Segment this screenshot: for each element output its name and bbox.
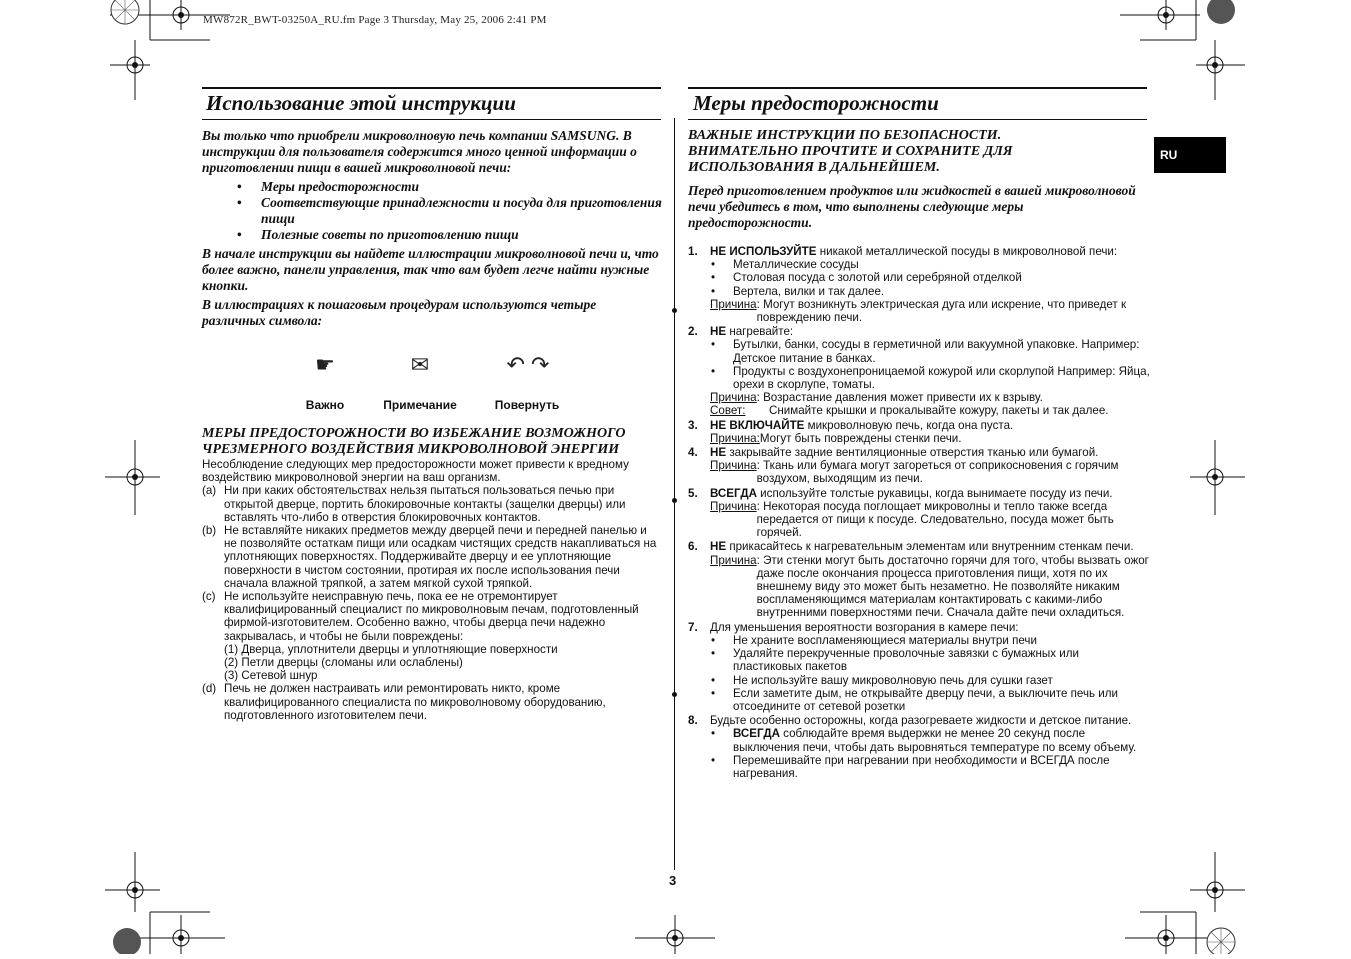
left-intro xyxy=(202,128,662,332)
list-item: 7. Для уменьшения вероятности возгорания в камере печи: xyxy=(688,620,1019,634)
bullet-item: • Удаляйте перекрученные проволочные завязки с бумажных или пластиковых пакетов xyxy=(688,647,1150,673)
list-item xyxy=(202,524,662,590)
right-title-rule-top xyxy=(688,87,1147,89)
bullet-item: • Если заметите дым, не открывайте дверцу печи, а выключите печь или отсоедините от сетевой розетки xyxy=(688,687,1150,713)
bullet-item: • Перемешивайте при нагревании при необходимости и ВСЕГДА после нагревания. xyxy=(688,754,1150,780)
left-title: Использование этой инструкции xyxy=(206,91,516,115)
bullet-item: • Металлические сосуды xyxy=(688,258,1150,271)
list-item: 3. НЕ ВКЛЮЧАЙТЕ микроволновую печь, когда она пуста. xyxy=(688,418,1014,432)
list-item xyxy=(202,590,662,643)
list-item: 5. ВСЕГДА используйте толстые рукавицы, когда вынимаете посуду из печи. xyxy=(688,486,1113,500)
list-item xyxy=(202,484,662,524)
warning-title: МЕРЫ ПРЕДОСТОРОЖНОСТИ ВО ИЗБЕЖАНИЕ ВОЗМОЖНОГО ЧРЕЗМЕРНОГО ВОЗДЕЙСТВИЯ МИКРОВОЛНОВОЙ ЭНЕРГИИ xyxy=(202,426,626,457)
left-title-rule-top xyxy=(202,87,661,89)
right-title: Меры предосторожности xyxy=(693,91,939,115)
list-item: 6. НЕ прикасайтесь к нагревательным элементам или внутренним стенкам печи. xyxy=(688,540,1134,554)
list-item: 4. НЕ закрывайте задние вентиляционные отверстия тканью или бумагой. xyxy=(688,446,1099,460)
file-header: MW872R_BWT-03250A_RU.fm Page 3 Thursday, May 25, 2006 2:41 PM xyxy=(203,14,547,26)
rotate-label: Повернуть xyxy=(494,398,560,412)
illustrations-paragraph: В начале инструкции вы найдете иллюстрации микроволновой печи и, что более важно, панели управления, так что вам будет легче найти нужные кнопки. xyxy=(202,246,659,293)
rotate-arrows-icon: ↶ ↷ xyxy=(506,352,550,377)
margin-dot xyxy=(672,498,677,503)
column-divider xyxy=(674,118,675,870)
note-label: Примечание xyxy=(383,398,457,412)
item-text: Ни при каких обстоятельствах нельзя пытаться пользоваться печью при открытой дверце, портить блокировочные контакты (защелки дверцы) или вставлять что-либо в отверстия блокировочных контактов. xyxy=(224,484,626,524)
item-label: (d) xyxy=(202,682,217,696)
important-instructions: ВАЖНЫЕ ИНСТРУКЦИИ ПО БЕЗОПАСНОСТИ. ВНИМАТЕЛЬНО ПРОЧТИТЕ И СОХРАНИТЕ ДЛЯ ИСПОЛЬЗОВАНИЯ В ДАЛЬНЕЙШЕМ. xyxy=(688,128,1013,175)
margin-dot xyxy=(672,692,677,697)
warning-section xyxy=(202,458,662,722)
warning-intro: Несоблюдение следующих мер предосторожности может привести к вредному воздействию микроволновой энергии на ваш организм. xyxy=(202,458,629,485)
intro-list xyxy=(202,179,662,243)
bullet-item: • Столовая посуда с золотой или серебряной отделкой xyxy=(688,271,1150,284)
reason-line: Причина : Эти стенки могут быть достаточно горячи для того, чтобы вызвать ожог даже после окончания процесса приготовления пищи, хотя по их внешнему виду это может быть незаметно. Не позволяйте никаким воспламеняющимся материалам контактировать с какими-либо внутренними поверхностями печи. Сначала дайте печи охладиться. xyxy=(710,553,1149,620)
list-item: 8. Будьте особенно осторожны, когда разогреваете жидкости и детское питание. xyxy=(688,714,1132,728)
item-label: (a) xyxy=(202,484,217,498)
page-number: 3 xyxy=(669,873,677,888)
bullet-item: • Не используйте вашу микроволновую печь для сушки газет xyxy=(688,674,1150,687)
reason-line: Причина : Возрастание давления может привести их к взрыву. xyxy=(710,391,1043,405)
reason-line: Причина : Ткань или бумага могут загореться от соприкосновения с горячим воздухом, выходящим из печи. xyxy=(710,459,1119,486)
sub-item: (2) Петли дверцы (сломаны или ослаблены) xyxy=(224,656,463,670)
list-item: • Соответствующие принадлежности и посуда для приготовления пищи xyxy=(202,195,662,227)
note-envelope-icon: ✉ xyxy=(410,352,430,377)
bullet-item: • Не храните воспламеняющиеся материалы внутри печи xyxy=(688,634,1150,647)
list-item xyxy=(202,682,662,722)
important-hand-icon: ☛ xyxy=(315,352,335,377)
language-tab: RU xyxy=(1154,137,1226,173)
list-item: 2. НЕ нагревайте: xyxy=(688,325,794,339)
list-item: • Меры предосторожности xyxy=(202,179,662,195)
reason-line: Причина : Могут возникнуть электрическая дуга или искрение, что приведет к повреждению печи. xyxy=(710,297,1127,325)
bullet-item: • Продукты с воздухонепроницаемой кожурой или скорлупой Например: Яйца, орехи в скорлупе, томаты. xyxy=(688,365,1150,391)
item-text: Не вставляйте никаких предметов между дверцей печи и передней панелью и не позволяйте остаткам пищи или осадкам чистящих средств накапливаться на уплотняющих поверхностях. Поддерживайте дверцу и ее уплотняющие поверхности в чистом состоянии, протирая их после использования печи сначала влажной тряпкой, а затем мягкой сухой тряпкой. xyxy=(224,524,657,590)
tip-line: Совет: Снимайте крышки и прокалывайте кожуру, пакеты и так далее. xyxy=(710,404,1109,418)
list-item: 1. НЕ ИСПОЛЬЗУЙТЕ никакой металлической посуды в микроволновой печи: xyxy=(688,245,1118,258)
list-item: • Полезные советы по приготовлению пищи xyxy=(202,227,662,243)
sub-item: (3) Сетевой шнур xyxy=(224,669,318,683)
precautions-list xyxy=(688,245,1150,780)
bullet-item: • Вертела, вилки и так далее. xyxy=(688,285,1150,298)
important-label: Важно xyxy=(305,398,345,412)
item-label: (b) xyxy=(202,524,217,538)
item-label: (c) xyxy=(202,590,216,604)
symbols-paragraph: В иллюстрациях к пошаговым процедурам используются четыре различных символа: xyxy=(202,297,597,328)
right-title-rule-bottom xyxy=(688,119,1147,120)
margin-dot xyxy=(672,308,677,313)
reason-line: Причина: Могут быть повреждены стенки печи. xyxy=(710,431,962,445)
right-intro: Перед приготовлением продуктов или жидкостей в вашей микроволновой печи убедитесь в том, что выполнены следующие меры предосторожности. xyxy=(688,183,1136,230)
item-text: Не используйте неисправную печь, пока ее не отремонтирует квалифицированный специалист по микроволновым печам, подготовленный фирмой-изготовителем. Особенно важно, чтобы дверца печи надежно закрывалась, и чтобы не были повреждены: xyxy=(224,590,639,643)
bullet-item: • Бутылки, банки, сосуды в герметичной или вакуумной упаковке. Например: Детское питание в банках. xyxy=(688,338,1150,364)
item-text: Печь не должен настраивать или ремонтировать никто, кроме квалифицированного специалиста по микроволновому оборудованию, подготовленного изготовителем печи. xyxy=(224,682,606,722)
intro-paragraph: Вы только что приобрели микроволновую печь компании SAMSUNG. В инструкции для пользователя содержится много ценной информации о приготовлении пищи в вашей микроволновой печи: xyxy=(202,128,637,175)
reason-line: Причина : Некоторая посуда поглощает микроволны и тепло также всегда передается от пищи к посуде. Следовательно, посуда может быть горячей. xyxy=(710,499,1114,540)
bullet-item: • ВСЕГДА соблюдайте время выдержки не менее 20 секунд после выключения печи, чтобы дать выровняться температуре по всему объему. xyxy=(688,727,1150,753)
left-title-rule-bottom xyxy=(202,119,661,120)
sub-item: (1) Дверца, уплотнители дверцы и уплотняющие поверхности xyxy=(224,642,558,656)
